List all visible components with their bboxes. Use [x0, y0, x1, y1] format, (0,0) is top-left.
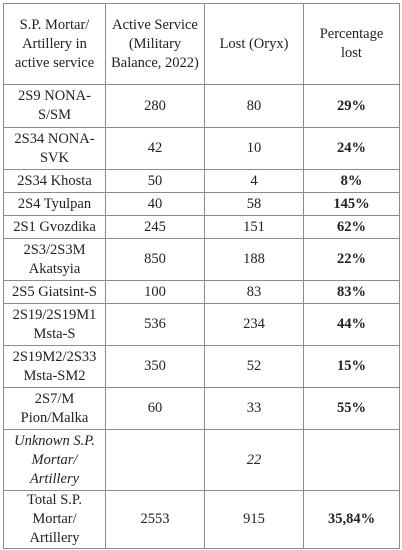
total-active: 2553	[106, 491, 205, 549]
active-count: 280	[106, 85, 205, 128]
active-count	[106, 430, 205, 491]
lost-count: 80	[205, 85, 304, 128]
active-count: 850	[106, 239, 205, 281]
header-percentage: Percentage lost	[304, 4, 400, 85]
percentage-lost: 15%	[304, 346, 400, 388]
system-name: 2S3/2S3M Akatsyia	[4, 239, 106, 281]
table-row	[4, 304, 400, 346]
total-label: Total S.P. Mortar/ Artillery	[4, 491, 106, 549]
table-row	[4, 346, 400, 388]
table-row	[4, 85, 400, 128]
percentage-lost: 83%	[304, 281, 400, 304]
active-count: 42	[106, 128, 205, 170]
system-name: 2S1 Gvozdika	[4, 216, 106, 239]
lost-count: 83	[205, 281, 304, 304]
table-row	[4, 216, 400, 239]
lost-count: 52	[205, 346, 304, 388]
lost-count: 4	[205, 170, 304, 193]
header-active-service: Active Service (Military Balance, 2022)	[106, 4, 205, 85]
system-name: 2S19/2S19M1 Msta-S	[4, 304, 106, 346]
system-name: Unknown S.P. Mortar/ Artillery	[4, 430, 106, 491]
percentage-lost: 55%	[304, 388, 400, 430]
lost-count: 234	[205, 304, 304, 346]
active-count: 100	[106, 281, 205, 304]
percentage-lost: 8%	[304, 170, 400, 193]
lost-count: 33	[205, 388, 304, 430]
system-name: 2S34 NONA-SVK	[4, 128, 106, 170]
system-name: 2S5 Giatsint-S	[4, 281, 106, 304]
percentage-lost: 24%	[304, 128, 400, 170]
percentage-lost: 29%	[304, 85, 400, 128]
header-row	[4, 4, 400, 85]
active-count: 50	[106, 170, 205, 193]
table-row	[4, 281, 400, 304]
active-count: 350	[106, 346, 205, 388]
table-row	[4, 170, 400, 193]
percentage-lost: 22%	[304, 239, 400, 281]
table-row	[4, 193, 400, 216]
percentage-lost: 145%	[304, 193, 400, 216]
table-row	[4, 128, 400, 170]
system-name: 2S9 NONA-S/SM	[4, 85, 106, 128]
artillery-loss-table	[3, 3, 400, 549]
lost-count: 58	[205, 193, 304, 216]
active-count: 245	[106, 216, 205, 239]
active-count: 40	[106, 193, 205, 216]
active-count: 60	[106, 388, 205, 430]
lost-count: 188	[205, 239, 304, 281]
header-lost: Lost (Oryx)	[205, 4, 304, 85]
total-percentage: 35,84%	[304, 491, 400, 549]
header-system: S.P. Mortar/ Artillery in active service	[4, 4, 106, 85]
percentage-lost	[304, 430, 400, 491]
total-lost: 915	[205, 491, 304, 549]
system-name: 2S4 Tyulpan	[4, 193, 106, 216]
lost-count: 151	[205, 216, 304, 239]
system-name: 2S19M2/2S33 Msta-SM2	[4, 346, 106, 388]
lost-count: 22	[205, 430, 304, 491]
system-name: 2S34 Khosta	[4, 170, 106, 193]
active-count: 536	[106, 304, 205, 346]
table-row	[4, 430, 400, 491]
total-row	[4, 491, 400, 549]
lost-count: 10	[205, 128, 304, 170]
percentage-lost: 62%	[304, 216, 400, 239]
table-row	[4, 388, 400, 430]
table-row	[4, 239, 400, 281]
percentage-lost: 44%	[304, 304, 400, 346]
system-name: 2S7/M Pion/Malka	[4, 388, 106, 430]
